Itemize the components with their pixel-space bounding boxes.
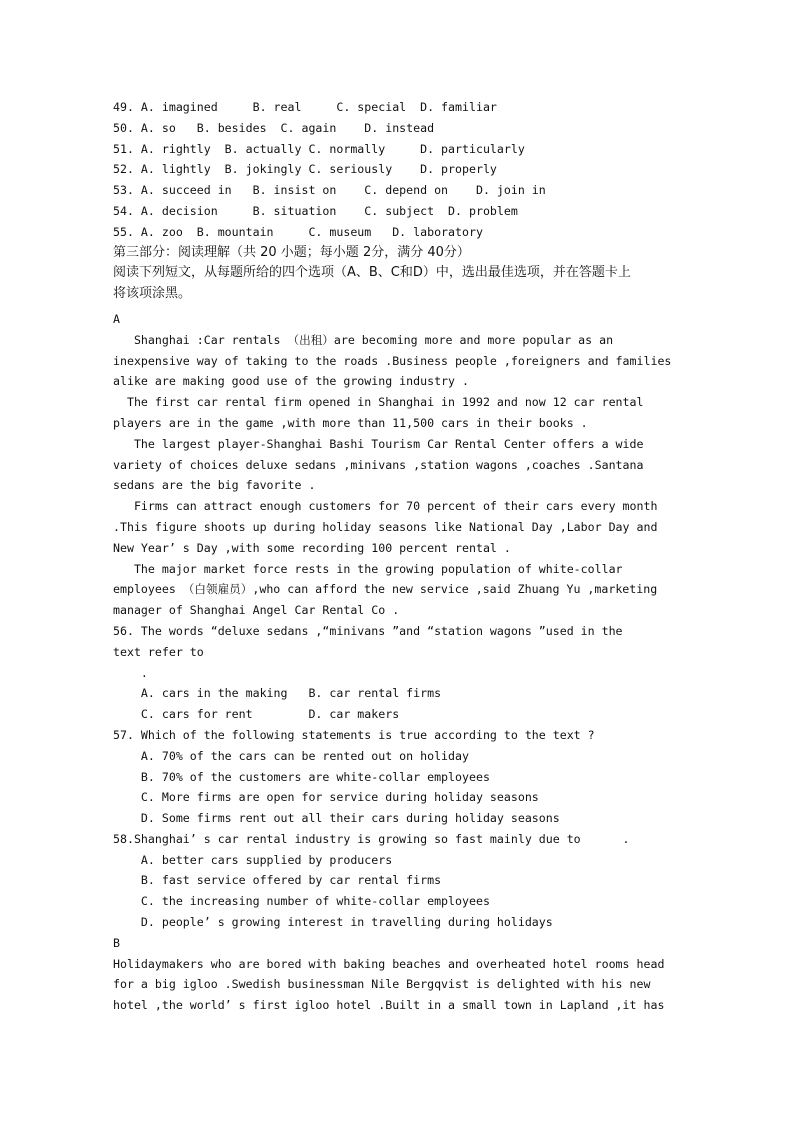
instructions-line-2: 将该项涂黑。 bbox=[113, 286, 192, 302]
question-56 bbox=[113, 621, 693, 725]
answer-option: D. people’ s growing interest in travelling during holidays bbox=[113, 915, 553, 930]
passage-line: Shanghai :Car rentals （出租）are becoming more and more popular as an bbox=[113, 332, 614, 347]
passage-b-text bbox=[113, 954, 693, 1016]
question-stem: 58.Shanghai’ s car rental industry is growing so fast mainly due to . bbox=[113, 831, 630, 846]
answer-option: A. better cars supplied by producers bbox=[113, 852, 393, 867]
passage-line: employees （白领雇员）,who can afford the new service ,said Zhuang Yu ,marketing bbox=[113, 582, 658, 597]
question-stem: 57. Which of the following statements is true according to the text ? bbox=[113, 727, 595, 742]
answer-option: C. More firms are open for service during holiday seasons bbox=[113, 790, 539, 805]
question-stem: 56. The words “deluxe sedans ,“minivans ”and “station wagons ”used in the bbox=[113, 623, 623, 638]
question-58 bbox=[113, 829, 693, 933]
answer-option: C. cars for rent D. car makers bbox=[113, 707, 400, 722]
option-line-53: 53. A. succeed in B. insist on C. depend on D. join in bbox=[113, 183, 546, 198]
cloze-options bbox=[113, 97, 693, 243]
passage-line: The largest player-Shanghai Bashi Tourism Car Rental Center offers a wide bbox=[113, 436, 644, 451]
passage-line: The first car rental firm opened in Shanghai in 1992 and now 12 car rental bbox=[113, 395, 644, 410]
passage-line: Firms can attract enough customers for 70 percent of their cars every month bbox=[113, 499, 658, 514]
passage-line: players are in the game ,with more than 11,500 cars in their books . bbox=[113, 415, 588, 430]
answer-option: A. 70% of the cars can be rented out on holiday bbox=[113, 748, 469, 763]
answer-option: B. fast service offered by car rental firms bbox=[113, 873, 442, 888]
passage-line: sedans are the big favorite . bbox=[113, 478, 316, 493]
section-title: 第三部分：阅读理解（共 20 小题；每小题 2分，满分 40分） bbox=[113, 244, 470, 260]
passage-b-label: B bbox=[113, 935, 120, 950]
passage-a-text bbox=[113, 330, 693, 621]
option-line-54: 54. A. decision B. situation C. subject D. problem bbox=[113, 203, 518, 218]
option-line-50: 50. A. so B. besides C. again D. instead bbox=[113, 120, 435, 135]
answer-option: B. 70% of the customers are white-collar employees bbox=[113, 769, 490, 784]
passage-line: alike are making good use of the growing industry . bbox=[113, 374, 469, 389]
passage-line: New Year’ s Day ,with some recording 100 percent rental . bbox=[113, 540, 511, 555]
passage-line: Holidaymakers who are bored with baking beaches and overheated hotel rooms head bbox=[113, 956, 665, 971]
instructions-line-1: 阅读下列短文，从每题所给的四个选项（A、B、C和D）中，选出最佳选项，并在答题卡上 bbox=[113, 265, 631, 281]
answer-option: D. Some firms rent out all their cars during holiday seasons bbox=[113, 811, 560, 826]
passage-line: hotel ,the world’ s first igloo hotel .Built in a small town in Lapland ,it has bbox=[113, 998, 665, 1013]
passage-line: manager of Shanghai Angel Car Rental Co . bbox=[113, 603, 400, 618]
option-line-55: 55. A. zoo B. mountain C. museum D. laboratory bbox=[113, 224, 483, 239]
question-57 bbox=[113, 725, 693, 829]
question-stem: text refer to bbox=[113, 644, 204, 659]
option-line-52: 52. A. lightly B. jokingly C. seriously D. properly bbox=[113, 162, 497, 177]
answer-option: C. the increasing number of white-collar employees bbox=[113, 894, 490, 909]
option-line-49: 49. A. imagined B. real C. special D. familiar bbox=[113, 100, 497, 114]
answer-option: A. cars in the making B. car rental firms bbox=[113, 686, 442, 701]
option-line-51: 51. A. rightly B. actually C. normally D. particularly bbox=[113, 141, 525, 156]
passage-line: The major market force rests in the growing population of white-collar bbox=[113, 561, 623, 576]
question-stem: . bbox=[113, 665, 148, 680]
passage-a-label: A bbox=[113, 311, 120, 326]
passage-line: variety of choices deluxe sedans ,minivans ,station wagons ,coaches .Santana bbox=[113, 457, 644, 472]
passage-line: inexpensive way of taking to the roads .Business people ,foreigners and families bbox=[113, 353, 672, 368]
passage-line: for a big igloo .Swedish businessman Nile Bergqvist is delighted with his new bbox=[113, 977, 651, 992]
exam-page bbox=[113, 97, 693, 1016]
passage-line: .This figure shoots up during holiday seasons like National Day ,Labor Day and bbox=[113, 519, 658, 534]
